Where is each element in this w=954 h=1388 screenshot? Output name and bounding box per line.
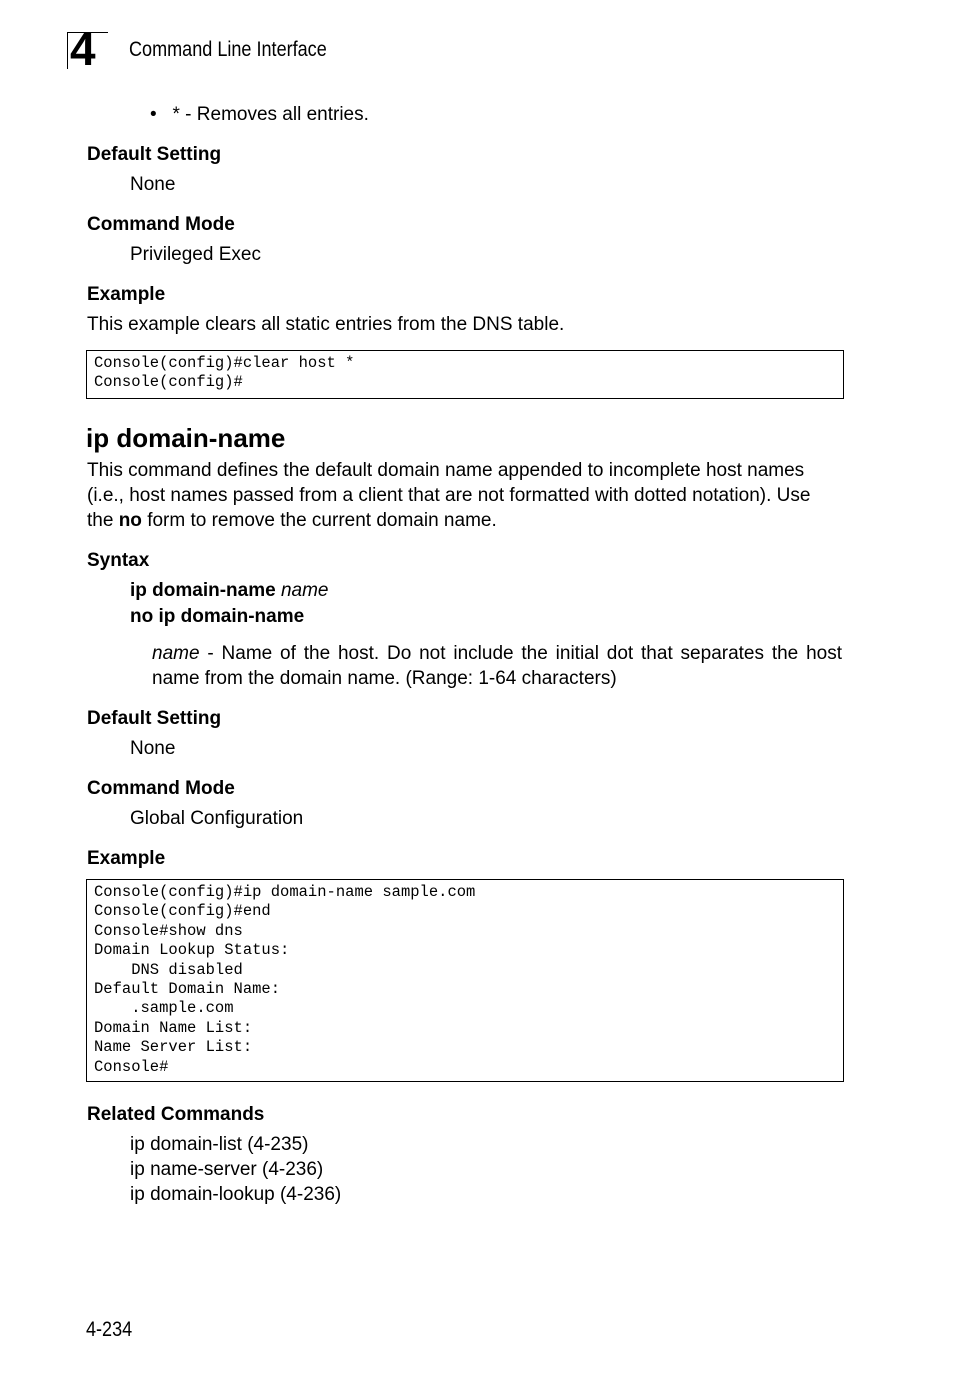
default-setting-value: None — [130, 738, 176, 759]
parameter-text: - Name of the host. Do not include the initial dot that separates the host name from the domain name. (Range: 1-64 characters) — [152, 643, 842, 689]
code-line: Console# — [94, 1057, 169, 1076]
syntax-heading: Syntax — [87, 550, 150, 571]
command-mode-value: Privileged Exec — [130, 244, 261, 265]
related-command-link: ip domain-lookup (4-236) — [130, 1184, 342, 1205]
code-line: .sample.com — [94, 999, 234, 1018]
bullet-item — [150, 102, 369, 127]
code-line: Console(config)#ip domain-name sample.com — [94, 883, 476, 901]
bullet-text: * - Removes all entries. — [172, 104, 369, 125]
code-line: Name Server List: — [94, 1038, 253, 1057]
code-line: Domain Name List: — [94, 1018, 253, 1037]
default-setting-heading: Default Setting — [87, 144, 222, 165]
section-description — [87, 458, 817, 533]
command-mode-heading: Command Mode — [87, 214, 235, 235]
syntax-command-2: no ip domain-name — [130, 606, 305, 627]
default-setting-heading: Default Setting — [87, 708, 222, 729]
code-line: Console(config)#clear host * — [94, 354, 355, 372]
example-description: This example clears all static entries from the DNS table. — [87, 314, 565, 335]
command-mode-value: Global Configuration — [130, 808, 304, 829]
syntax-command-1 — [130, 578, 329, 603]
description-text-end: form to remove the current domain name. — [141, 510, 497, 531]
code-example-clear-host — [86, 350, 844, 399]
code-line: DNS disabled — [94, 960, 243, 979]
page-number: 4-234 — [86, 1318, 133, 1341]
example-heading: Example — [87, 848, 166, 869]
command-mode-heading: Command Mode — [87, 778, 235, 799]
code-example-domain-name — [86, 879, 844, 1082]
example-heading: Example — [87, 284, 166, 305]
code-line: Domain Lookup Status: — [94, 941, 290, 960]
syntax-command-keyword: ip domain-name — [130, 580, 276, 601]
syntax-parameter: name — [280, 580, 329, 601]
bullet-glyph: • — [150, 104, 173, 125]
parameter-name: name — [152, 643, 200, 664]
running-header-title: Command Line Interface — [129, 38, 327, 61]
code-line: Console(config)# — [94, 373, 243, 392]
chapter-number: 4 — [70, 23, 95, 75]
related-command-link: ip name-server (4-236) — [130, 1159, 324, 1180]
related-commands-heading: Related Commands — [87, 1104, 265, 1125]
description-bold-keyword: no — [118, 510, 142, 531]
code-line: Console(config)#end — [94, 902, 271, 921]
code-line: Default Domain Name: — [94, 979, 281, 998]
parameter-description — [152, 641, 842, 691]
code-line: Console#show dns — [94, 921, 243, 940]
related-command-link: ip domain-list (4-235) — [130, 1134, 309, 1155]
section-title: ip domain-name — [86, 423, 286, 453]
description-text: This command defines the default domain name appended to incomplete host names (i.e., host names passed from a client that are not formatted with dotted notation). Use the — [87, 460, 811, 531]
default-setting-value: None — [130, 174, 176, 195]
